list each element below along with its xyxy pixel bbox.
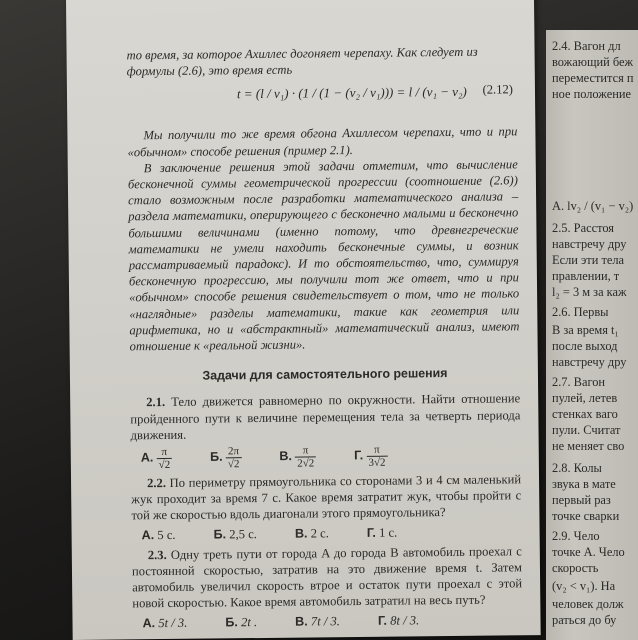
right-line: стенках ваго [552, 407, 618, 421]
right-page-edge [546, 30, 638, 640]
task-text: По периметру прямоугольника со сторонами 3 и 4 см маленький жук проходит за время 7 с. Какое время затратит жук, чтобы пройти с той же скоростью вдоль диагонали этого прямоугольника? [131, 472, 522, 523]
intro-line-2: формулы (2.6), это время есть [126, 62, 293, 79]
task-number: 2.2. [146, 476, 167, 491]
answer-option: А. 5t / 3. [142, 615, 188, 630]
answer-option: В. 2 с. [294, 525, 329, 541]
right-line: звука в мате [552, 477, 616, 491]
answer-options [142, 523, 522, 543]
task-text: Тело движется равномерно по окружности. Найти отношение пройденного пути к величине перемещения тела за четверть периода движения. [130, 391, 521, 443]
task-number: 2.1. [146, 395, 166, 410]
right-line: А. lv₂ / (v₁ − v₂) [552, 199, 634, 213]
formula-2-12 [127, 78, 517, 124]
right-line: точке сварки [552, 509, 620, 523]
right-line: человек долж [552, 597, 624, 611]
textbook-page [66, 0, 541, 640]
right-line: (v₂ < v₁). На [552, 579, 616, 593]
right-line: не меняет сво [552, 439, 625, 453]
right-line: B за время t₁ [552, 323, 619, 337]
right-line: переместится п [552, 71, 634, 85]
right-line: ное положение [552, 87, 631, 101]
answer-option: В. $\frac{\pi}{2√2}$ [279, 444, 315, 470]
answer-options [141, 442, 521, 471]
right-line: после выход [552, 339, 618, 353]
task-2-1 [130, 391, 521, 472]
right-line: 2.4. Вагон дл [552, 39, 621, 53]
section-heading: Задачи для самостоятельного решения [202, 366, 448, 383]
answer-option: В. 7t / 3. [295, 613, 340, 629]
right-line: точке А. Чело [552, 545, 625, 559]
answer-option: Б. 2t . [225, 614, 258, 630]
right-line: Если эти тела [552, 253, 625, 267]
answer-option: Г. 1 с. [366, 525, 398, 540]
right-line: первый раз [552, 493, 611, 507]
right-line: 2.6. Первы [552, 305, 609, 319]
right-line: навстречу дру [552, 237, 627, 251]
formula-number: (2.12) [482, 82, 514, 98]
answer-option: Б. $\frac{2\pi}{√2}$ [210, 445, 240, 471]
right-line: навстречу дру [552, 355, 627, 369]
answer-option: Г. $\frac{\pi}{3√2}$ [354, 443, 386, 469]
right-line: 2.8. Колы [552, 461, 602, 475]
intro-line-1: то время, за которое Ахиллес догоняет черепаху. Как следует из [126, 44, 478, 63]
task-number: 2.3. [147, 547, 167, 563]
right-line: пули. Считат [552, 423, 621, 437]
right-line: 2.7. Вагон [552, 375, 606, 389]
answer-option: Г. 8t / 3. [377, 613, 420, 628]
answer-option: А. $\frac{\pi}{√2}$ [140, 446, 171, 472]
right-line: пулей, летев [552, 391, 618, 405]
right-line: раться до бу [552, 613, 617, 627]
right-line: 2.5. Расстоя [552, 221, 614, 235]
right-line: l₂ = 3 м за каж [552, 285, 627, 299]
task-2-3 [132, 543, 523, 631]
formula-expression: t = (l / v₁) · (1 / (1 − (v₂ / v₁))) = l / (v₁ − v₂) [236, 84, 467, 102]
right-line: 2.9. Чело [552, 529, 600, 543]
task-text: Одну треть пути от города A до города B автомобиль проехал с постоянной скоростью, затратив на это движение время t. Затем автомобиль увеличил скорость втрое и остаток пути проехал с этой новой скоростью. Какое время автомобиль затратил на весь путь? [131, 544, 523, 611]
answer-options [142, 611, 522, 631]
right-line: вожающий беж [552, 55, 634, 69]
right-line: правлении, т [552, 269, 620, 283]
right-line: скорость [552, 561, 599, 575]
paragraph-result: Мы получили то же время обгона Ахиллесом черепахи, что и при «обычном» способе решения (пример 2.1). [127, 124, 518, 159]
answer-option: Б. 2,5 с. [213, 526, 257, 542]
page-content [126, 43, 522, 633]
answer-option: А. 5 с. [141, 527, 176, 542]
task-2-2 [131, 471, 522, 543]
paragraph-conclusion: В заключение решения этой задачи отметим, что вычисление бесконечной суммы геометрической прогрессии (соотношение (2.6)) стало возможным после разработки математического анализа – раздела математики, оперирующего с бесконечно малыми и бесконечно большими величинами (именно потому, что древнегреческие математики не умели находить бесконечные суммы, и возник рассматриваемый парадокс). И то обстоятельство, что, суммируя бесконечную прогрессию, мы получили тот же ответ, что и при «обычном» способе решения свидетельствует о том, что не только «наглядные» разделы математики, такие как геометрия или арифметика, но и «абстрактный» математический анализ, имеют отношение к «реальной жизни». [127, 157, 520, 354]
